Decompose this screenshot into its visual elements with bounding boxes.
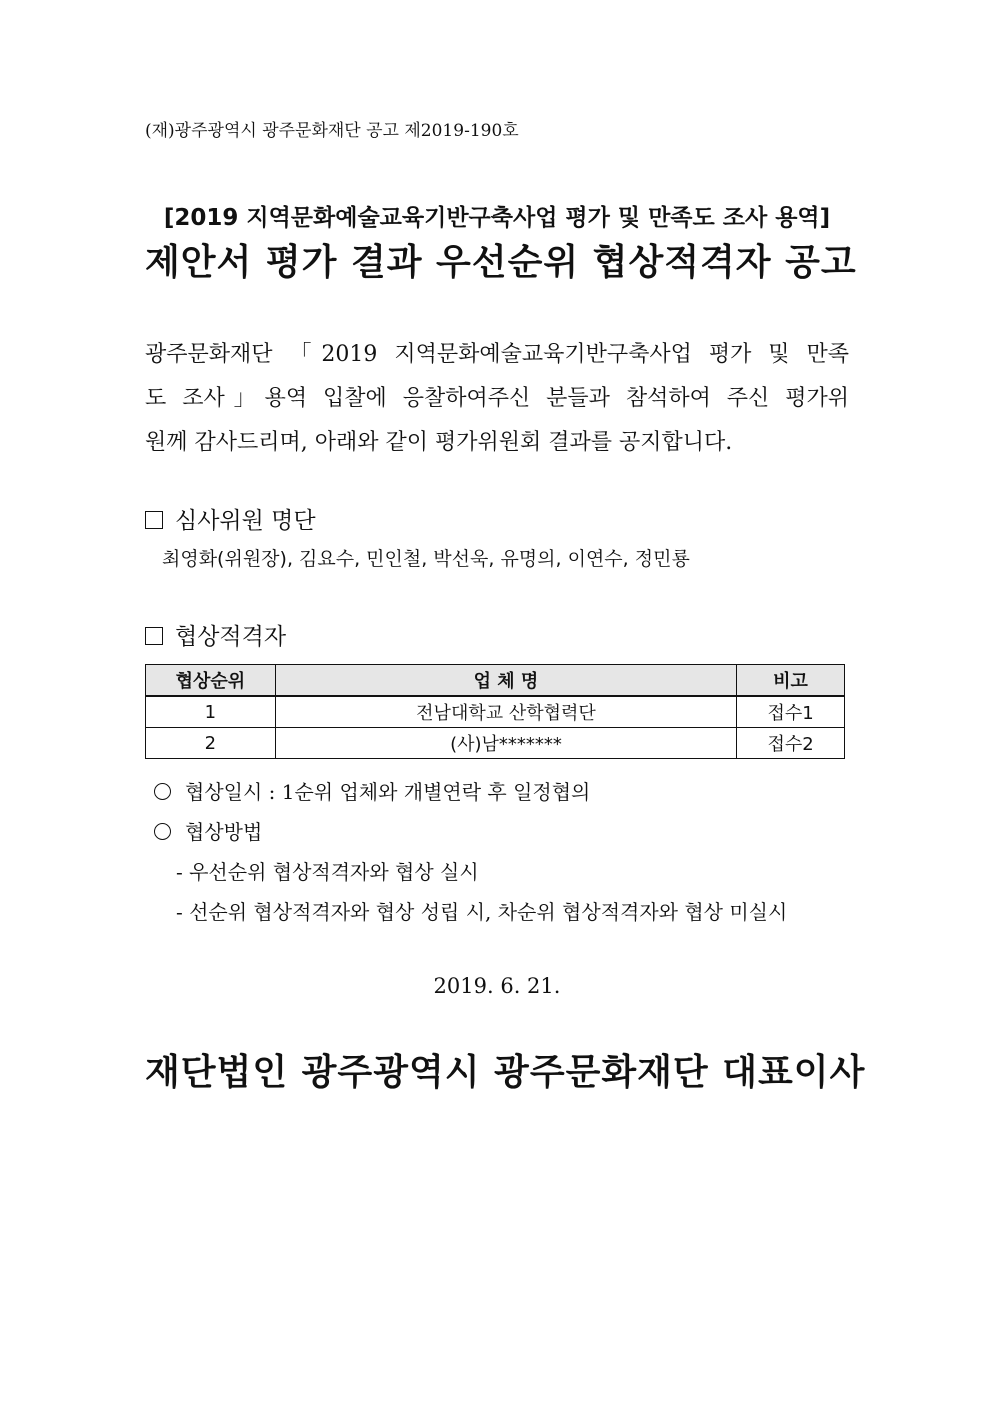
negotiation-heading <box>145 618 286 651</box>
announcement-date: 2019. 6. 21. <box>433 974 561 998</box>
checkbox-square-icon <box>145 627 163 645</box>
negotiation-schedule-text: 협상일시 : 1순위 업체와 개별연락 후 일정협의 <box>185 780 591 804</box>
committee-heading-label: 심사위원 명단 <box>175 508 316 534</box>
rank-cell: 2 <box>146 728 276 759</box>
negotiation-schedule <box>154 776 590 805</box>
method-item: - 선순위 협상적격자와 협상 성립 시, 차순위 협상적격자와 협상 미실시 <box>176 900 788 924</box>
committee-heading <box>145 502 316 535</box>
company-cell: 전남대학교 산학협력단 <box>275 696 736 728</box>
table-header-row <box>146 665 845 697</box>
table-row <box>146 728 845 759</box>
intro-line: 원께 감사드리며, 아래와 같이 평가위원회 결과를 공지합니다. <box>145 430 733 455</box>
rank-cell: 1 <box>146 696 276 728</box>
document-title: 제안서 평가 결과 우선순위 협상적격자 공고 <box>145 242 857 283</box>
negotiation-method-heading <box>154 816 262 845</box>
committee-members: 최영화(위원장), 김요수, 민인철, 박선욱, 유명의, 이연수, 정민룡 <box>162 548 690 570</box>
column-header-company: 업 체 명 <box>275 665 736 697</box>
issuer-signature: 재단법인 광주광역시 광주문화재단 대표이사 <box>145 1052 866 1093</box>
intro-line: 광주문화재단 「2019 지역문화예술교육기반구축사업 평가 및 만족 <box>145 342 849 367</box>
company-cell: (사)남******* <box>275 728 736 759</box>
negotiation-table <box>145 664 845 759</box>
method-item: - 우선순위 협상적격자와 협상 실시 <box>176 860 479 884</box>
document-subtitle: [2019 지역문화예술교육기반구축사업 평가 및 만족도 조사 용역] <box>163 205 831 231</box>
remarks-cell: 접수1 <box>737 696 845 728</box>
intro-paragraph <box>145 333 849 465</box>
intro-line: 도 조사」용역 입찰에 응찰하여주신 분들과 참석하여 주신 평가위 <box>145 386 849 411</box>
column-header-remarks: 비고 <box>737 665 845 697</box>
table-row <box>146 696 845 728</box>
circle-bullet-icon <box>154 823 171 840</box>
remarks-cell: 접수2 <box>737 728 845 759</box>
checkbox-square-icon <box>145 511 163 529</box>
circle-bullet-icon <box>154 783 171 800</box>
column-header-rank: 협상순위 <box>146 665 276 697</box>
notice-number: (재)광주광역시 광주문화재단 공고 제2019-190호 <box>145 121 519 141</box>
negotiation-heading-label: 협상적격자 <box>175 624 287 650</box>
negotiation-method-label: 협상방법 <box>185 820 263 844</box>
